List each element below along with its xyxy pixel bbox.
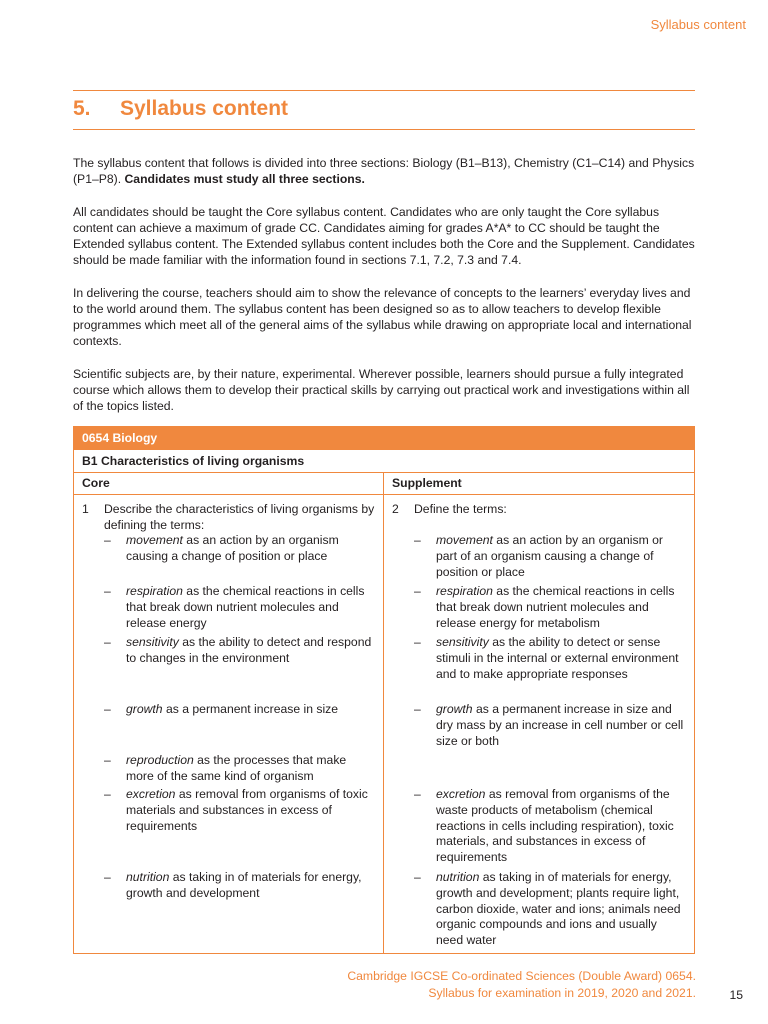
definition: as removal from organisms of the waste products of metabolism (chemical reactions in cells including respiration), toxic materials, and substances in excess of requirements (436, 787, 674, 865)
core-item-text (126, 787, 374, 834)
supplement-item-nutrition (414, 870, 684, 949)
term: movement (436, 533, 493, 547)
intro-paragraph-2: All candidates should be taught the Core syllabus content. Candidates who are only taught the Core syllabus content can achieve a maximum of grade CC. Candidates aiming for grades A*A* to CC should be taught the Extended syllabus content. The Extended syllabus content includes both the Core and the Supplement. Candidates should be made familiar with the information found in sections 7.1, 7.2, 7.3 and 7.4. (73, 205, 695, 267)
dash: – (414, 533, 421, 547)
term: respiration (126, 584, 183, 598)
core-item-movement (104, 533, 374, 565)
supplement-item-text (436, 787, 684, 866)
footer-line-2: Syllabus for examination in 2019, 2020 and 2021. (428, 986, 696, 1000)
term: reproduction (126, 753, 194, 767)
supplement-item-text (436, 533, 684, 580)
core-item-growth (104, 702, 374, 718)
dash: – (104, 635, 111, 649)
dash: – (414, 870, 421, 884)
dash: – (104, 702, 111, 716)
intro-p1-bold: Candidates must study all three sections. (124, 172, 365, 186)
intro-paragraph-4: Scientific subjects are, by their nature, experimental. Wherever possible, learners should pursue a fully integrated course which allows them to develop their practical skills by carrying out practical work and investigations within all of the topics listed. (73, 367, 690, 413)
core-column (74, 473, 384, 954)
term: respiration (436, 584, 493, 598)
dash: – (414, 635, 421, 649)
definition: as the chemical reactions in cells that break down nutrient molecules and release energy (126, 584, 365, 630)
table-topic: B1 Characteristics of living organisms (74, 450, 694, 473)
supplement-objective-number: 2 (392, 502, 399, 516)
supplement-item-text (436, 870, 684, 949)
dash: – (104, 584, 111, 598)
footer (347, 968, 696, 1002)
core-item-text (126, 635, 374, 667)
syllabus-table (73, 426, 695, 954)
section-title (73, 97, 288, 121)
supplement-item-respiration (414, 584, 684, 631)
definition: as the ability to detect and respond to changes in the environment (126, 635, 372, 665)
section-number: 5. (73, 97, 91, 120)
definition: as removal from organisms of toxic materials and substances in excess of requirements (126, 787, 368, 833)
dash: – (414, 787, 421, 801)
dash: – (414, 584, 421, 598)
core-item-nutrition (104, 870, 374, 902)
definition: as a permanent increase in size and dry mass by an increase in cell number or cell size or both (436, 702, 684, 748)
term: excretion (436, 787, 486, 801)
supplement-header: Supplement (384, 473, 694, 495)
footer-line-1: Cambridge IGCSE Co-ordinated Sciences (Double Award) 0654. (347, 969, 696, 983)
core-item-reproduction (104, 753, 374, 785)
supplement-column (384, 473, 694, 954)
supplement-item-growth (414, 702, 684, 749)
definition: as the chemical reactions in cells that break down nutrient molecules and release energy for metabolism (436, 584, 675, 630)
supplement-item-text (436, 702, 684, 749)
core-item-text (126, 870, 374, 902)
definition: as taking in of materials for energy, growth and development (126, 870, 362, 900)
core-item-text (126, 533, 374, 565)
core-item-sensitivity (104, 635, 374, 667)
definition: as an action by an organism causing a change of position or place (126, 533, 339, 563)
table-heading: 0654 Biology (74, 427, 694, 450)
definition: as the processes that make more of the same kind of organism (126, 753, 347, 783)
term: excretion (126, 787, 176, 801)
core-item-text (126, 584, 374, 631)
core-item-excretion (104, 787, 374, 834)
section-title-text: Syllabus content (120, 97, 289, 120)
dash: – (104, 533, 111, 547)
supplement-item-movement (414, 533, 684, 580)
core-item-text (126, 702, 374, 718)
term: nutrition (436, 870, 480, 884)
title-rule-bottom (73, 129, 695, 130)
definition: as the ability to detect or sense stimuli in the internal or external environment and to make appropriate responses (436, 635, 679, 681)
definition: as a permanent increase in size (162, 702, 339, 716)
title-rule-top (73, 90, 695, 91)
core-objective (82, 502, 378, 534)
supplement-objective (392, 502, 688, 518)
core-objective-number: 1 (82, 502, 89, 516)
term: growth (436, 702, 473, 716)
table-columns (74, 473, 694, 954)
supplement-item-text (436, 584, 684, 631)
core-objective-intro: Describe the characteristics of living organisms by defining the terms: (104, 502, 375, 532)
intro-paragraph-3: In delivering the course, teachers should aim to show the relevance of concepts to the learners’ everyday lives and to the world around them. The syllabus content has been designed so as to allow teachers to develop flexible programmes which meet all of the general aims of the syllabus while drawing on appropriate local and international contexts. (73, 286, 692, 348)
page-number: 15 (729, 988, 743, 1002)
core-item-respiration (104, 584, 374, 631)
dash: – (104, 787, 111, 801)
term: sensitivity (126, 635, 179, 649)
dash: – (414, 702, 421, 716)
term: nutrition (126, 870, 170, 884)
intro-p1-text: The syllabus content that follows is divided into three sections: Biology (B1–B13), Chemistry (C1–C14) and Physics (P1–P8). (73, 156, 695, 186)
supplement-item-text (436, 635, 684, 682)
running-header: Syllabus content (650, 17, 746, 32)
definition: as taking in of materials for energy, growth and development; plants require light, carbon dioxide, water and ions; animals need organic compounds and ions and usually need water (436, 870, 681, 948)
term: growth (126, 702, 163, 716)
intro-paragraph-1 (73, 155, 698, 187)
intro-text (73, 155, 698, 431)
supplement-item-sensitivity (414, 635, 684, 682)
core-header: Core (74, 473, 383, 495)
core-item-text (126, 753, 374, 785)
term: movement (126, 533, 183, 547)
supplement-item-excretion (414, 787, 684, 866)
dash: – (104, 753, 111, 767)
dash: – (104, 870, 111, 884)
definition: as an action by an organism or part of an organism causing a change of position or place (436, 533, 663, 579)
term: sensitivity (436, 635, 489, 649)
supplement-objective-intro: Define the terms: (414, 502, 507, 516)
